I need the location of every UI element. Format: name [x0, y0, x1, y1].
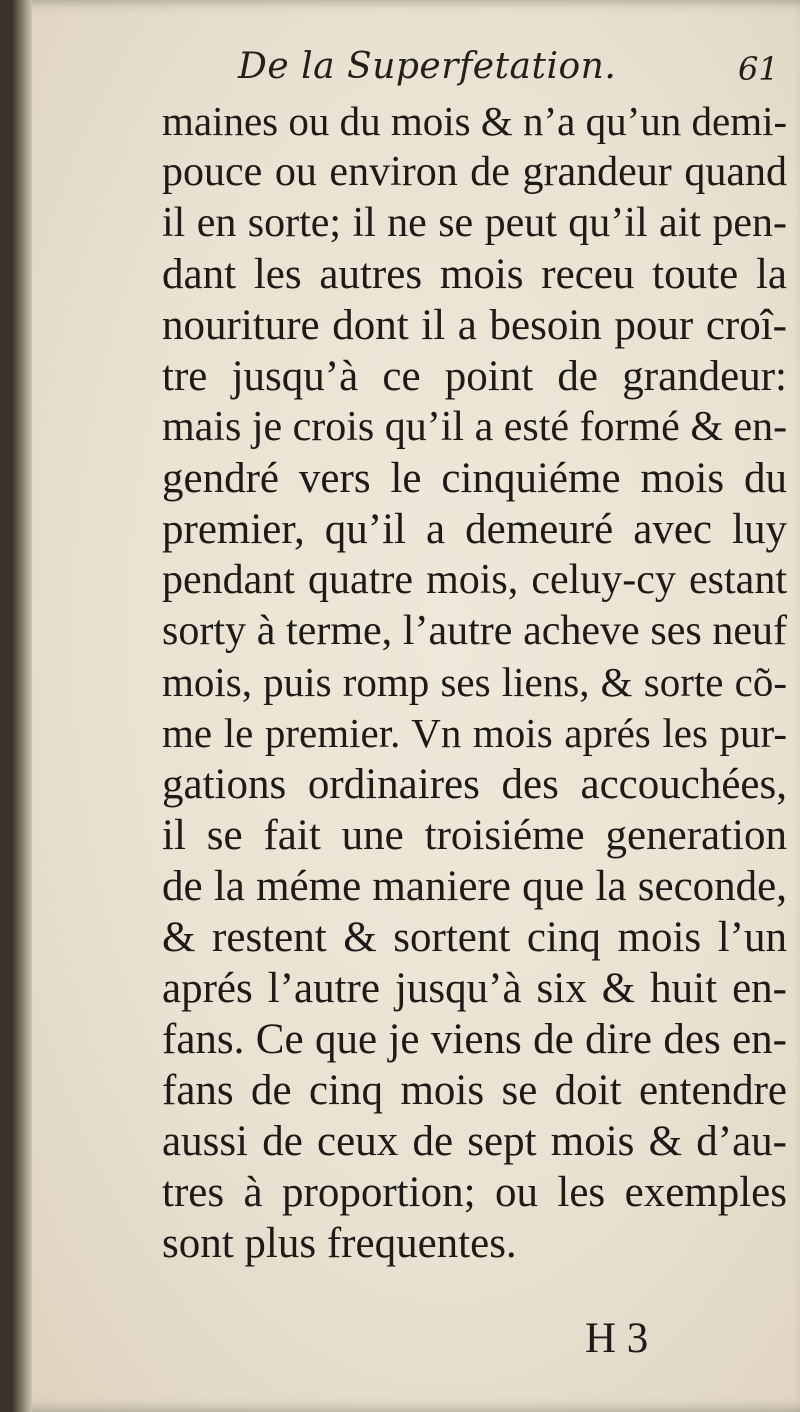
text-line: mais je crois qu’il a esté formé & en-: [162, 404, 788, 450]
text-line-last: sont plus frequentes.: [162, 1220, 517, 1267]
text-line: pouce ou environ de grandeur quand: [162, 149, 787, 195]
text-line: aussi de ceux de sept mois & d’au-: [162, 1118, 787, 1165]
text-line: sorty à terme, l’autre acheve ses neuf: [162, 608, 787, 654]
text-line: mois, puis romp ses liens, & sorte cõ-: [162, 659, 787, 705]
text-line: & restent & sortent cinq mois l’un: [162, 914, 787, 961]
signature-mark: H 3: [585, 1315, 649, 1362]
text-line: maines ou du mois & n’a qu’un demi-: [162, 98, 788, 144]
text-line: tres à proportion; ou les exemples: [162, 1169, 787, 1216]
body-text: [162, 96, 787, 1269]
running-head: [10, 40, 800, 100]
text-line: de la méme maniere que la seconde,: [162, 863, 787, 910]
text-line: fans. Ce que je viens de dire des en-: [162, 1016, 787, 1063]
book-page: [10, 0, 800, 1412]
text-line: gations ordinaires des accouchées,: [162, 761, 787, 808]
text-line: tre jusqu’à ce point de grandeur:: [162, 353, 787, 400]
page-gutter: [10, 0, 32, 1412]
text-line: gendré vers le cinquiéme mois du: [162, 455, 787, 502]
text-line: me le premier. Vn mois aprés les pur-: [162, 710, 787, 756]
text-line: aprés l’autre jusqu’à six & huit en-: [162, 965, 787, 1012]
text-line: nouriture dont il a besoin pour croî-: [162, 302, 787, 349]
text-line: dant les autres mois receu toute la: [162, 251, 787, 298]
text-line: premier, qu’il a demeuré avec luy: [162, 506, 787, 553]
text-line: il se fait une troisiéme generation: [162, 812, 787, 859]
text-line: fans de cinq mois se doit entendre: [162, 1067, 787, 1114]
text-line: il en sorte; il ne se peut qu’il ait pen-: [162, 200, 787, 246]
text-line: pendant quatre mois, celuy-cy estant: [162, 557, 787, 603]
page-number: 61: [738, 50, 779, 88]
running-head-title: De la Superfetation.: [238, 46, 617, 87]
